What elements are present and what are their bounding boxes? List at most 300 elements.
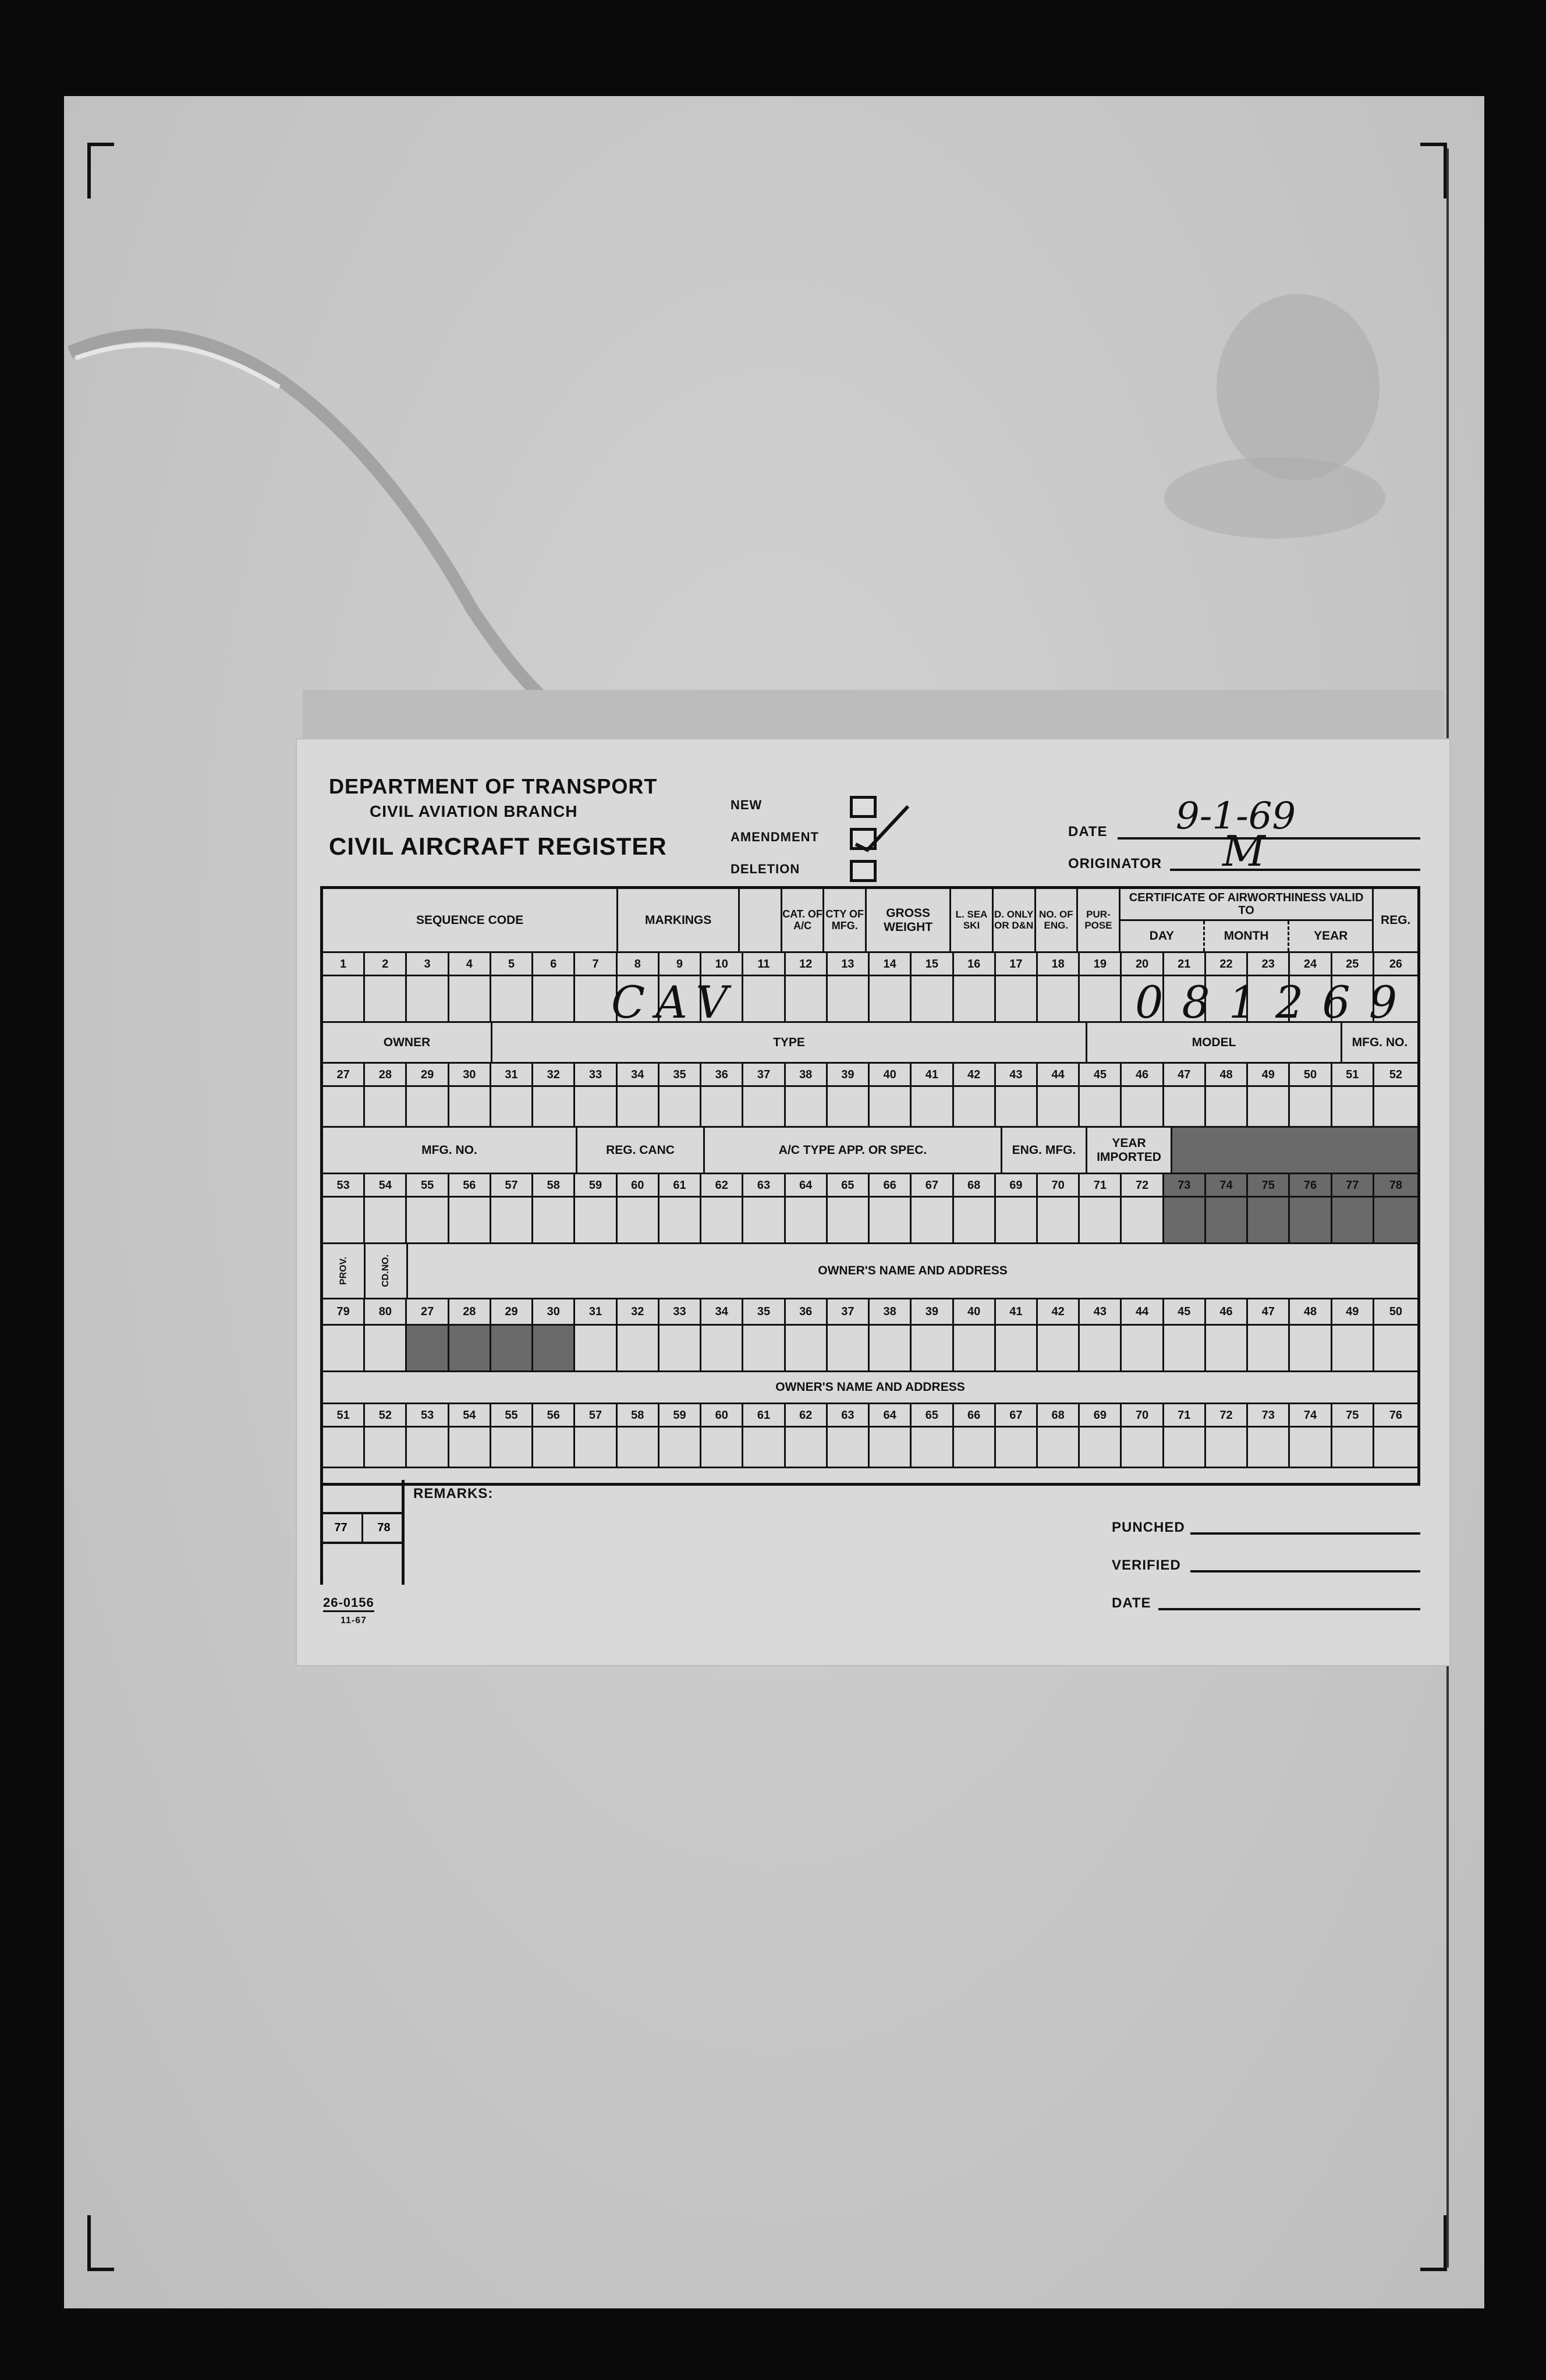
entry-cell-row5-54[interactable] bbox=[449, 1428, 491, 1468]
col-number-row2-40: 40 bbox=[870, 1064, 912, 1087]
col-number-row5-61: 61 bbox=[743, 1404, 785, 1428]
col-number-row3-71: 71 bbox=[1080, 1174, 1122, 1198]
register-grid bbox=[320, 886, 1420, 1486]
deletion-label: DELETION bbox=[731, 862, 800, 876]
entry-cell-row1-2[interactable] bbox=[365, 976, 407, 1023]
purpose-header: PUR- POSE bbox=[1078, 889, 1121, 953]
entry-cell-row3-56[interactable] bbox=[449, 1198, 491, 1244]
col-number-row2-42: 42 bbox=[954, 1064, 996, 1087]
entry-cell-row1-12[interactable] bbox=[786, 976, 828, 1023]
col-number-row4-38: 38 bbox=[870, 1299, 912, 1326]
crop-mark-bottom-right bbox=[1420, 2215, 1447, 2271]
owner-name-header-1: OWNER'S NAME AND ADDRESS bbox=[408, 1244, 1417, 1299]
col-number-row1-6: 6 bbox=[533, 953, 575, 976]
handwritten-markings: CAV bbox=[611, 976, 739, 1028]
col-number-row2-27: 27 bbox=[323, 1064, 365, 1087]
col-number-row4-44: 44 bbox=[1122, 1299, 1164, 1326]
entry-cell-row4-34[interactable] bbox=[701, 1326, 743, 1372]
entry-cell-row2-47[interactable] bbox=[1164, 1087, 1206, 1128]
entry-cell-row4-42[interactable] bbox=[1038, 1326, 1080, 1372]
entry-cell-row3-55[interactable] bbox=[407, 1198, 449, 1244]
entry-cell-row1-13[interactable] bbox=[828, 976, 870, 1023]
col-number-row4-50: 50 bbox=[1374, 1299, 1417, 1326]
col-number-row1-11: 11 bbox=[743, 953, 785, 976]
col-number-row1-7: 7 bbox=[575, 953, 617, 976]
mfgno-header-top: MFG. NO. bbox=[1342, 1023, 1417, 1064]
col-number-row1-20: 20 bbox=[1122, 953, 1164, 976]
crop-mark-top-left bbox=[87, 143, 114, 199]
entry-cell-row4-41[interactable] bbox=[996, 1326, 1038, 1372]
entry-cell-row5-61[interactable] bbox=[743, 1428, 785, 1468]
entry-cell-row4-43[interactable] bbox=[1080, 1326, 1122, 1372]
col-number-row1-1: 1 bbox=[323, 953, 365, 976]
entry-cell-row2-32[interactable] bbox=[533, 1087, 575, 1128]
entry-cell-row4-50[interactable] bbox=[1374, 1326, 1417, 1372]
col-number-row2-48: 48 bbox=[1206, 1064, 1248, 1087]
col-number-row5-64: 64 bbox=[870, 1404, 912, 1428]
col-number-row3-77: 77 bbox=[1332, 1174, 1374, 1198]
col-number-row4-37: 37 bbox=[828, 1299, 870, 1326]
col-number-row5-51: 51 bbox=[323, 1404, 365, 1428]
branch-title: CIVIL AVIATION BRANCH bbox=[370, 802, 578, 820]
col-number-row4-49: 49 bbox=[1332, 1299, 1374, 1326]
col-number-row3-69: 69 bbox=[996, 1174, 1038, 1198]
col-number-row4-33: 33 bbox=[659, 1299, 701, 1326]
col-number-row1-16: 16 bbox=[954, 953, 996, 976]
entry-cell-row4-36[interactable] bbox=[786, 1326, 828, 1372]
col-number-row5-58: 58 bbox=[618, 1404, 659, 1428]
col-number-row3-63: 63 bbox=[743, 1174, 785, 1198]
entry-cell-row1-19[interactable] bbox=[1080, 976, 1122, 1023]
entry-cell-row4-27[interactable] bbox=[407, 1326, 449, 1372]
entry-cell-row3-71[interactable] bbox=[1080, 1198, 1122, 1244]
col-number-row1-10: 10 bbox=[701, 953, 743, 976]
col-number-row2-47: 47 bbox=[1164, 1064, 1206, 1087]
entry-cell-row5-52[interactable] bbox=[365, 1428, 407, 1468]
entry-cell-row5-64[interactable] bbox=[870, 1428, 912, 1468]
entry-cell-row2-42[interactable] bbox=[954, 1087, 996, 1128]
col-number-row2-31: 31 bbox=[491, 1064, 533, 1087]
col-number-row1-2: 2 bbox=[365, 953, 407, 976]
remarks-section bbox=[320, 1480, 407, 1596]
row3-entries bbox=[323, 1198, 1417, 1244]
col-number-row2-33: 33 bbox=[575, 1064, 617, 1087]
entry-cell-row1-11[interactable] bbox=[743, 976, 785, 1023]
col-number-row1-26: 26 bbox=[1374, 953, 1417, 976]
amendment-label: AMENDMENT bbox=[731, 830, 819, 844]
entry-cell-row3-54[interactable] bbox=[365, 1198, 407, 1244]
deletion-checkbox[interactable] bbox=[850, 860, 877, 882]
sequence-code-header: SEQUENCE CODE bbox=[323, 889, 618, 953]
row1-entries bbox=[323, 976, 1417, 1028]
row2-header bbox=[323, 1023, 1417, 1064]
cty-header: CTY OF MFG. bbox=[824, 889, 867, 953]
col-number-row2-32: 32 bbox=[533, 1064, 575, 1087]
cert-header bbox=[1121, 889, 1374, 953]
row2-entries bbox=[323, 1087, 1417, 1128]
entry-cell-row5-72[interactable] bbox=[1206, 1428, 1248, 1468]
col-number-row4-80: 80 bbox=[365, 1299, 407, 1326]
entry-cell-row3-66[interactable] bbox=[870, 1198, 912, 1244]
col-number-row1-8: 8 bbox=[618, 953, 659, 976]
entry-cell-row3-72[interactable] bbox=[1122, 1198, 1164, 1244]
form-edition: 11-67 bbox=[341, 1616, 367, 1625]
entry-cell-row2-30[interactable] bbox=[449, 1087, 491, 1128]
col-number-row3-62: 62 bbox=[701, 1174, 743, 1198]
col-number-row4-40: 40 bbox=[954, 1299, 996, 1326]
col-number-row2-45: 45 bbox=[1080, 1064, 1122, 1087]
col-number-row4-34: 34 bbox=[701, 1299, 743, 1326]
cert-title: CERTIFICATE OF AIRWORTHINESS VALID TO bbox=[1121, 889, 1373, 921]
col-number-row5-53: 53 bbox=[407, 1404, 449, 1428]
col-number-row2-34: 34 bbox=[618, 1064, 659, 1087]
col-number-row5-65: 65 bbox=[912, 1404, 953, 1428]
col-number-row1-4: 4 bbox=[449, 953, 491, 976]
entry-cell-row1-1[interactable] bbox=[323, 976, 365, 1023]
entry-cell-row5-74[interactable] bbox=[1290, 1428, 1332, 1468]
entry-cell-row4-40[interactable] bbox=[954, 1326, 996, 1372]
entry-cell-row1-16[interactable] bbox=[954, 976, 996, 1023]
entry-cell-row5-51[interactable] bbox=[323, 1428, 365, 1468]
col-number-row4-28: 28 bbox=[449, 1299, 491, 1326]
col-number-row1-14: 14 bbox=[870, 953, 912, 976]
entry-cell-row2-35[interactable] bbox=[659, 1087, 701, 1128]
col-number-row3-58: 58 bbox=[533, 1174, 575, 1198]
entry-cell-row2-37[interactable] bbox=[743, 1087, 785, 1128]
entry-cell-row3-74[interactable] bbox=[1206, 1198, 1248, 1244]
entry-cell-row5-70[interactable] bbox=[1122, 1428, 1164, 1468]
col-number-row3-66: 66 bbox=[870, 1174, 912, 1198]
col-number-row3-76: 76 bbox=[1290, 1174, 1332, 1198]
entry-cell-row4-28[interactable] bbox=[449, 1326, 491, 1372]
col-number-row4-41: 41 bbox=[996, 1299, 1038, 1326]
year-imported-header: YEAR IMPORTED bbox=[1087, 1128, 1172, 1174]
col-number-row5-52: 52 bbox=[365, 1404, 407, 1428]
col-number-row1-5: 5 bbox=[491, 953, 533, 976]
col-number-row5-76: 76 bbox=[1374, 1404, 1417, 1428]
entry-cell-row2-50[interactable] bbox=[1290, 1087, 1332, 1128]
cdno-header bbox=[366, 1244, 408, 1299]
col-78-label: 78 bbox=[377, 1521, 391, 1534]
entry-cell-row2-39[interactable] bbox=[828, 1087, 870, 1128]
entry-cell-row2-31[interactable] bbox=[491, 1087, 533, 1128]
col-number-row1-25: 25 bbox=[1332, 953, 1374, 976]
entry-cell-row5-55[interactable] bbox=[491, 1428, 533, 1468]
col-number-row4-43: 43 bbox=[1080, 1299, 1122, 1326]
col-number-row5-55: 55 bbox=[491, 1404, 533, 1428]
entry-cell-row3-64[interactable] bbox=[786, 1198, 828, 1244]
entry-cell-row3-68[interactable] bbox=[954, 1198, 996, 1244]
col-number-row5-66: 66 bbox=[954, 1404, 996, 1428]
col-number-row2-30: 30 bbox=[449, 1064, 491, 1087]
row5-header bbox=[323, 1372, 1417, 1404]
entry-cell-row2-52[interactable] bbox=[1374, 1087, 1417, 1128]
col-number-row2-46: 46 bbox=[1122, 1064, 1164, 1087]
col-number-row2-52: 52 bbox=[1374, 1064, 1417, 1087]
amendment-check-mark bbox=[850, 803, 914, 856]
col-number-row2-51: 51 bbox=[1332, 1064, 1374, 1087]
col-number-row3-70: 70 bbox=[1038, 1174, 1080, 1198]
entry-cell-row4-80[interactable] bbox=[365, 1326, 407, 1372]
entry-cell-row3-57[interactable] bbox=[491, 1198, 533, 1244]
entry-cell-row1-14[interactable] bbox=[870, 976, 912, 1023]
col-number-row2-49: 49 bbox=[1248, 1064, 1290, 1087]
form-number: 26-0156 bbox=[323, 1595, 374, 1612]
col-number-row2-28: 28 bbox=[365, 1064, 407, 1087]
entry-cell-row2-46[interactable] bbox=[1122, 1087, 1164, 1128]
markings-header: MARKINGS bbox=[618, 889, 740, 953]
handwritten-date: 9-1-69 bbox=[1176, 795, 1296, 838]
col-number-row5-59: 59 bbox=[659, 1404, 701, 1428]
entry-cell-row3-60[interactable] bbox=[618, 1198, 659, 1244]
col-number-row4-29: 29 bbox=[491, 1299, 533, 1326]
gross-weight-header: GROSS WEIGHT bbox=[867, 889, 951, 953]
owner-name-header-2: OWNER'S NAME AND ADDRESS bbox=[323, 1372, 1417, 1404]
col-number-row3-54: 54 bbox=[365, 1174, 407, 1198]
col-number-row5-71: 71 bbox=[1164, 1404, 1206, 1428]
col-number-row1-15: 15 bbox=[912, 953, 953, 976]
row4-numbers bbox=[323, 1299, 1417, 1326]
col-number-row5-72: 72 bbox=[1206, 1404, 1248, 1428]
col-number-row5-56: 56 bbox=[533, 1404, 575, 1428]
department-title: DEPARTMENT OF TRANSPORT bbox=[329, 774, 658, 798]
verified-label: VERIFIED bbox=[1112, 1557, 1181, 1573]
entry-cell-row2-51[interactable] bbox=[1332, 1087, 1374, 1128]
markings-extra bbox=[740, 889, 782, 953]
entry-cell-row3-65[interactable] bbox=[828, 1198, 870, 1244]
entry-cell-row3-59[interactable] bbox=[575, 1198, 617, 1244]
row4-header bbox=[323, 1244, 1417, 1299]
col-number-row1-23: 23 bbox=[1248, 953, 1290, 976]
entry-cell-row5-76[interactable] bbox=[1374, 1428, 1417, 1468]
col-number-row5-60: 60 bbox=[701, 1404, 743, 1428]
entry-cell-row2-44[interactable] bbox=[1038, 1087, 1080, 1128]
col-number-row1-24: 24 bbox=[1290, 953, 1332, 976]
entry-cell-row5-65[interactable] bbox=[912, 1428, 953, 1468]
col-number-row3-56: 56 bbox=[449, 1174, 491, 1198]
entry-cell-row4-32[interactable] bbox=[618, 1326, 659, 1372]
entry-cell-row4-49[interactable] bbox=[1332, 1326, 1374, 1372]
row4-entries bbox=[323, 1326, 1417, 1372]
entry-cell-row4-35[interactable] bbox=[743, 1326, 785, 1372]
entry-cell-row3-76[interactable] bbox=[1290, 1198, 1332, 1244]
col-number-row4-39: 39 bbox=[912, 1299, 953, 1326]
entry-cell-row3-75[interactable] bbox=[1248, 1198, 1290, 1244]
col-number-row2-36: 36 bbox=[701, 1064, 743, 1087]
col-number-row4-47: 47 bbox=[1248, 1299, 1290, 1326]
remarks-label: REMARKS: bbox=[413, 1486, 494, 1501]
crop-mark-bottom-left bbox=[87, 2215, 114, 2271]
entry-cell-row4-37[interactable] bbox=[828, 1326, 870, 1372]
col-number-row1-19: 19 bbox=[1080, 953, 1122, 976]
month-header: MONTH bbox=[1205, 921, 1289, 951]
entry-cell-row5-60[interactable] bbox=[701, 1428, 743, 1468]
entry-cell-row3-61[interactable] bbox=[659, 1198, 701, 1244]
col-number-row2-35: 35 bbox=[659, 1064, 701, 1087]
entry-cell-row3-67[interactable] bbox=[912, 1198, 953, 1244]
prov-header bbox=[323, 1244, 366, 1299]
form-title: CIVIL AIRCRAFT REGISTER bbox=[329, 833, 667, 860]
entry-cell-row2-48[interactable] bbox=[1206, 1087, 1248, 1128]
entry-cell-row4-30[interactable] bbox=[533, 1326, 575, 1372]
entry-cell-row4-44[interactable] bbox=[1122, 1326, 1164, 1372]
entry-cell-row1-18[interactable] bbox=[1038, 976, 1080, 1023]
entry-cell-row4-46[interactable] bbox=[1206, 1326, 1248, 1372]
model-header: MODEL bbox=[1087, 1023, 1342, 1064]
handwritten-cert-date: 081269 bbox=[1135, 976, 1416, 1028]
entry-cell-row4-47[interactable] bbox=[1248, 1326, 1290, 1372]
entry-cell-row3-69[interactable] bbox=[996, 1198, 1038, 1244]
engmfg-header: ENG. MFG. bbox=[1002, 1128, 1087, 1174]
reg-header: REG. bbox=[1374, 889, 1417, 953]
entry-cell-row4-31[interactable] bbox=[575, 1326, 617, 1372]
entry-cell-row5-58[interactable] bbox=[618, 1428, 659, 1468]
noeng-header: NO. OF ENG. bbox=[1036, 889, 1079, 953]
col-number-row4-35: 35 bbox=[743, 1299, 785, 1326]
verified-line bbox=[1190, 1570, 1420, 1572]
entry-cell-row1-6[interactable] bbox=[533, 976, 575, 1023]
col-number-row1-3: 3 bbox=[407, 953, 449, 976]
entry-cell-row5-69[interactable] bbox=[1080, 1428, 1122, 1468]
entry-cell-row4-38[interactable] bbox=[870, 1326, 912, 1372]
col-number-row5-63: 63 bbox=[828, 1404, 870, 1428]
entry-cell-row5-68[interactable] bbox=[1038, 1428, 1080, 1468]
col-number-row5-75: 75 bbox=[1332, 1404, 1374, 1428]
entry-cell-row4-39[interactable] bbox=[912, 1326, 953, 1372]
row2-numbers bbox=[323, 1064, 1417, 1087]
entry-cell-row2-40[interactable] bbox=[870, 1087, 912, 1128]
crop-mark-top-right bbox=[1420, 143, 1447, 199]
entry-cell-row5-67[interactable] bbox=[996, 1428, 1038, 1468]
col-number-row5-54: 54 bbox=[449, 1404, 491, 1428]
entry-cell-row2-28[interactable] bbox=[365, 1087, 407, 1128]
entry-cell-row1-17[interactable] bbox=[996, 976, 1038, 1023]
col-number-row3-65: 65 bbox=[828, 1174, 870, 1198]
col-number-row5-73: 73 bbox=[1248, 1404, 1290, 1428]
entry-cell-row2-27[interactable] bbox=[323, 1087, 365, 1128]
entry-cell-row1-15[interactable] bbox=[912, 976, 953, 1023]
col-number-row4-32: 32 bbox=[618, 1299, 659, 1326]
col-number-row3-73: 73 bbox=[1164, 1174, 1206, 1198]
col-number-row4-79: 79 bbox=[323, 1299, 365, 1326]
day-header: DAY bbox=[1121, 921, 1205, 951]
entry-cell-row5-63[interactable] bbox=[828, 1428, 870, 1468]
originator-line bbox=[1170, 869, 1420, 871]
row5-numbers bbox=[323, 1404, 1417, 1428]
col-number-row3-64: 64 bbox=[786, 1174, 828, 1198]
entry-cell-row4-79[interactable] bbox=[323, 1326, 365, 1372]
cert-subheaders bbox=[1121, 921, 1373, 951]
col-number-row3-61: 61 bbox=[659, 1174, 701, 1198]
col-number-row1-12: 12 bbox=[786, 953, 828, 976]
cdno-label: CD.NO. bbox=[381, 1255, 391, 1287]
entry-cell-row2-41[interactable] bbox=[912, 1087, 953, 1128]
entry-cell-row5-56[interactable] bbox=[533, 1428, 575, 1468]
entry-cell-row3-78[interactable] bbox=[1374, 1198, 1417, 1244]
col-77-label: 77 bbox=[320, 1514, 363, 1542]
entry-cell-row3-53[interactable] bbox=[323, 1198, 365, 1244]
entry-cell-row3-62[interactable] bbox=[701, 1198, 743, 1244]
entry-cell-row2-29[interactable] bbox=[407, 1087, 449, 1128]
entry-cell-row3-77[interactable] bbox=[1332, 1198, 1374, 1244]
entry-cell-row4-29[interactable] bbox=[491, 1326, 533, 1372]
entry-cell-row2-36[interactable] bbox=[701, 1087, 743, 1128]
date-label: DATE bbox=[1068, 824, 1108, 840]
col-number-row3-53: 53 bbox=[323, 1174, 365, 1198]
row1-header bbox=[323, 889, 1417, 953]
entry-cell-row3-70[interactable] bbox=[1038, 1198, 1080, 1244]
punched-line bbox=[1190, 1532, 1420, 1535]
col-number-row3-74: 74 bbox=[1206, 1174, 1248, 1198]
col-number-row3-60: 60 bbox=[618, 1174, 659, 1198]
entry-cell-row2-33[interactable] bbox=[575, 1087, 617, 1128]
row1-numbers bbox=[323, 953, 1417, 976]
card-shadow bbox=[303, 690, 1444, 742]
row5-entries bbox=[323, 1428, 1417, 1468]
col-number-row2-29: 29 bbox=[407, 1064, 449, 1087]
year-header: YEAR bbox=[1314, 929, 1348, 943]
entry-cell-row1-3[interactable] bbox=[407, 976, 449, 1023]
col-number-row3-75: 75 bbox=[1248, 1174, 1290, 1198]
entry-cell-row3-73[interactable] bbox=[1164, 1198, 1206, 1244]
entry-cell-row5-53[interactable] bbox=[407, 1428, 449, 1468]
entry-cell-row1-4[interactable] bbox=[449, 976, 491, 1023]
entry-cell-row5-66[interactable] bbox=[954, 1428, 996, 1468]
punched-label: PUNCHED bbox=[1112, 1520, 1185, 1535]
col-number-row2-50: 50 bbox=[1290, 1064, 1332, 1087]
entry-cell-row2-49[interactable] bbox=[1248, 1087, 1290, 1128]
col-number-row4-31: 31 bbox=[575, 1299, 617, 1326]
entry-cell-row4-48[interactable] bbox=[1290, 1326, 1332, 1372]
entry-cell-row2-34[interactable] bbox=[618, 1087, 659, 1128]
col-number-row5-74: 74 bbox=[1290, 1404, 1332, 1428]
col-number-row2-39: 39 bbox=[828, 1064, 870, 1087]
entry-cell-row5-73[interactable] bbox=[1248, 1428, 1290, 1468]
entry-cell-row2-45[interactable] bbox=[1080, 1087, 1122, 1128]
entry-cell-row5-59[interactable] bbox=[659, 1428, 701, 1468]
cat-header: CAT. OF A/C bbox=[782, 889, 825, 953]
col-number-row3-59: 59 bbox=[575, 1174, 617, 1198]
col-number-row3-72: 72 bbox=[1122, 1174, 1164, 1198]
col-number-row4-27: 27 bbox=[407, 1299, 449, 1326]
footer-date-label: DATE bbox=[1112, 1595, 1151, 1611]
entry-cell-row3-63[interactable] bbox=[743, 1198, 785, 1244]
entry-cell-row5-71[interactable] bbox=[1164, 1428, 1206, 1468]
entry-cell-row4-45[interactable] bbox=[1164, 1326, 1206, 1372]
entry-cell-row5-57[interactable] bbox=[575, 1428, 617, 1468]
entry-cell-row3-58[interactable] bbox=[533, 1198, 575, 1244]
col-number-row1-22: 22 bbox=[1206, 953, 1248, 976]
col-number-row4-42: 42 bbox=[1038, 1299, 1080, 1326]
col-number-row5-67: 67 bbox=[996, 1404, 1038, 1428]
col-number-row2-43: 43 bbox=[996, 1064, 1038, 1087]
col-number-row3-68: 68 bbox=[954, 1174, 996, 1198]
entry-cell-row4-33[interactable] bbox=[659, 1326, 701, 1372]
civil-aircraft-register-card bbox=[297, 739, 1449, 1665]
prov-label: PROV. bbox=[338, 1256, 349, 1285]
col-number-row1-13: 13 bbox=[828, 953, 870, 976]
col-number-row4-45: 45 bbox=[1164, 1299, 1206, 1326]
handwritten-originator: M bbox=[1222, 827, 1265, 876]
col-number-row4-46: 46 bbox=[1206, 1299, 1248, 1326]
entry-cell-row2-43[interactable] bbox=[996, 1087, 1038, 1128]
entry-cell-row5-75[interactable] bbox=[1332, 1428, 1374, 1468]
entry-cell-row2-38[interactable] bbox=[786, 1087, 828, 1128]
entry-cell-row5-62[interactable] bbox=[786, 1428, 828, 1468]
shaded-header-block bbox=[1172, 1128, 1417, 1174]
entry-cell-row1-5[interactable] bbox=[491, 976, 533, 1023]
col-number-row1-17: 17 bbox=[996, 953, 1038, 976]
